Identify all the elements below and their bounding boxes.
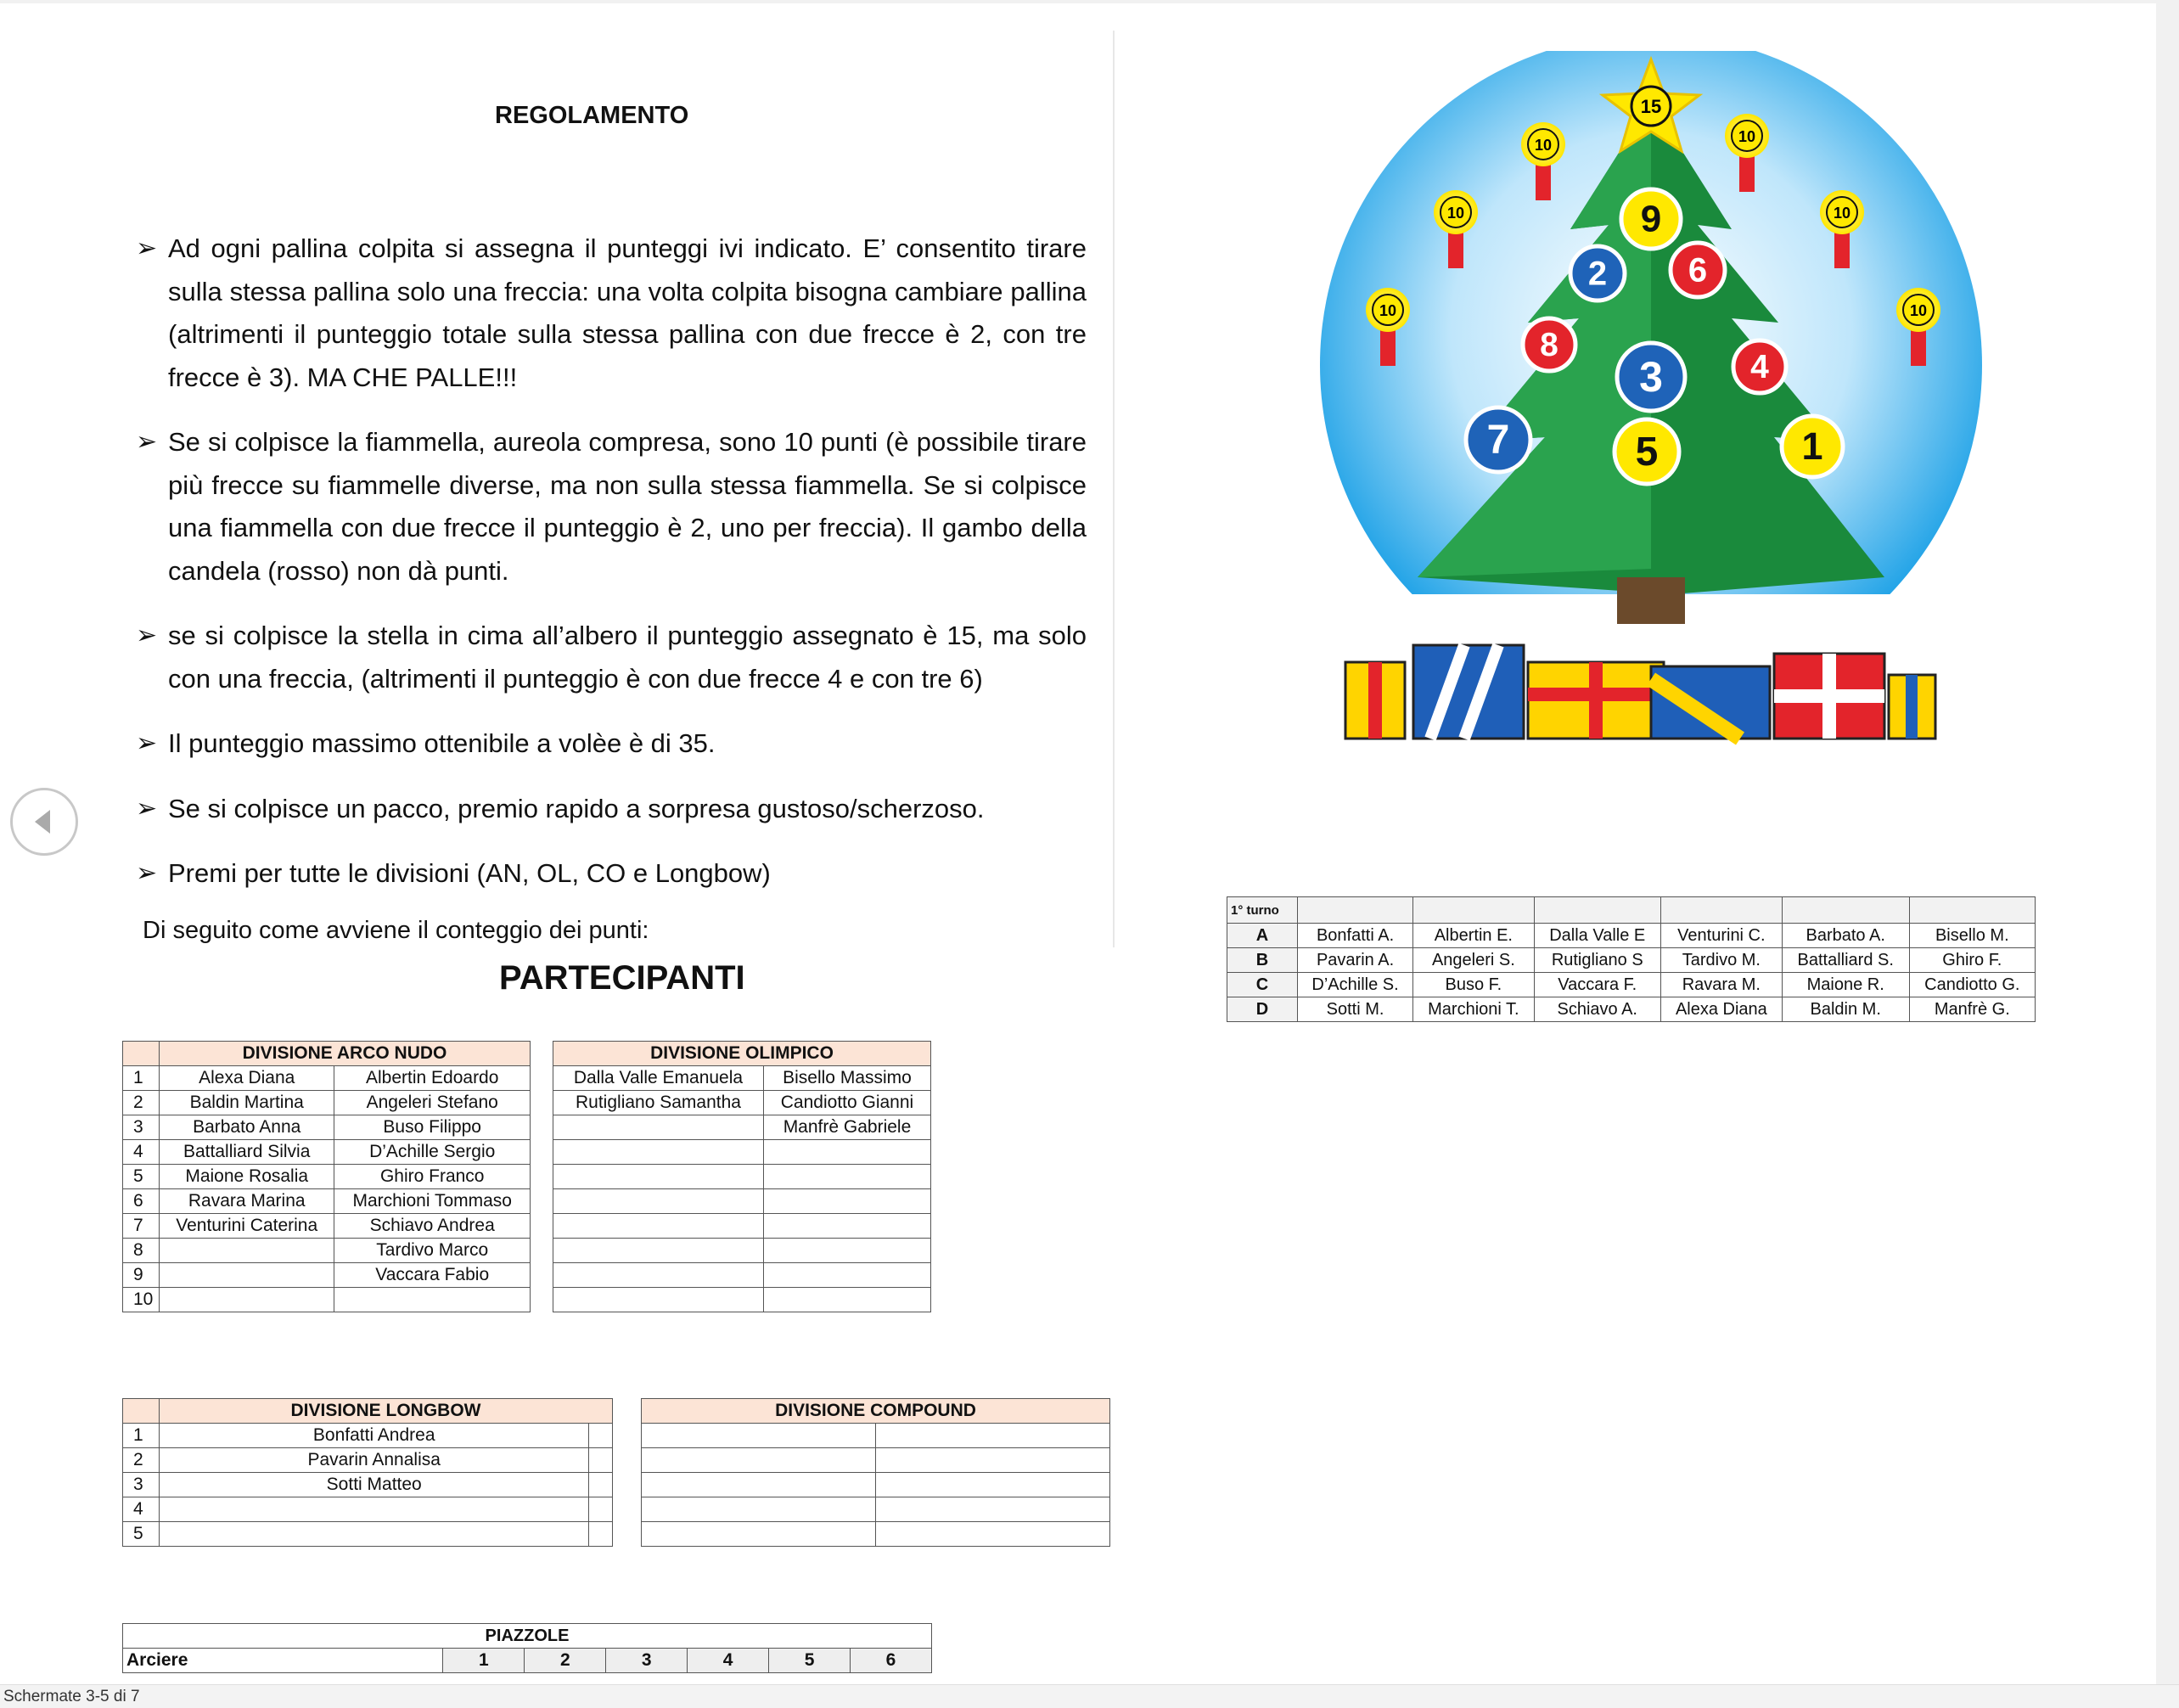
table-row [123, 1165, 531, 1189]
table-cell: Albertin Edoardo [334, 1066, 531, 1091]
ball-value: 5 [1635, 429, 1659, 475]
table-cell: Angeleri S. [1413, 948, 1534, 973]
table-row [642, 1448, 1110, 1473]
table-cell: Schiavo Andrea [334, 1214, 531, 1239]
previous-page-button[interactable] [10, 788, 78, 856]
row-number: 4 [123, 1497, 160, 1522]
ball-value: 2 [1587, 255, 1608, 293]
table-cell [875, 1473, 1109, 1497]
table-header: DIVISIONE LONGBOW [160, 1399, 613, 1424]
table-row [123, 1115, 531, 1140]
table-row [123, 1239, 531, 1263]
table-cell: Maione R. [1782, 973, 1909, 997]
table-cell [589, 1497, 613, 1522]
table-cell [875, 1522, 1109, 1547]
rule-item [136, 228, 1087, 399]
table-cell: Alexa Diana [160, 1066, 334, 1091]
table-arco-nudo [122, 1041, 531, 1312]
candle-value: 10 [1446, 205, 1465, 222]
gift-ribbon [1589, 662, 1603, 739]
candle-value: 10 [1909, 302, 1928, 319]
table-cell: D’Achille Sergio [334, 1140, 531, 1165]
gift-ribbon [1906, 675, 1918, 739]
regolamento-title: REGOLAMENTO [495, 102, 689, 129]
table-row [553, 1288, 931, 1312]
table-cell [160, 1239, 334, 1263]
ball-value: 6 [1688, 251, 1708, 289]
table-cell [160, 1522, 589, 1547]
table-cell [589, 1424, 613, 1448]
piazzola-number: 5 [769, 1649, 851, 1673]
table-row [123, 1288, 531, 1312]
table-cell [160, 1263, 334, 1288]
page-divider [1113, 31, 1115, 947]
table-corner [123, 1042, 160, 1066]
table-cell: Pavarin Annalisa [160, 1448, 589, 1473]
rule-item [136, 615, 1087, 700]
piazzola-number: 4 [688, 1649, 769, 1673]
table-cell: Barbato Anna [160, 1115, 334, 1140]
arrow-bullet-icon: ➢ [136, 428, 158, 456]
table-row [553, 1263, 931, 1288]
row-number: 1 [123, 1424, 160, 1448]
row-number: 6 [123, 1189, 160, 1214]
table-cell [642, 1473, 876, 1497]
table-cell: Bisello M. [1909, 924, 2035, 948]
table-cell [553, 1165, 764, 1189]
turno-row-label: B [1227, 948, 1298, 973]
table-row [123, 1214, 531, 1239]
table-row [642, 1473, 1110, 1497]
table-cell: Battalliard S. [1782, 948, 1909, 973]
table-row [123, 1448, 613, 1473]
row-number: 9 [123, 1263, 160, 1288]
table-row [123, 1189, 531, 1214]
table-cell: Tardivo Marco [334, 1239, 531, 1263]
rules-list [136, 228, 1087, 918]
rule-item [136, 421, 1087, 593]
table-cell: Ghiro Franco [334, 1165, 531, 1189]
table-cell: Marchioni Tommaso [334, 1189, 531, 1214]
table-cell [553, 1189, 764, 1214]
rule-item [136, 722, 1087, 766]
rule-text: se si colpisce la stella in cima all’albero il punteggio assegnato è 15, ma solo con una freccia, (altrimenti il punteggio è con due frecce 4 e con tre 6) [168, 621, 1087, 694]
table-cell [642, 1497, 876, 1522]
table-header: DIVISIONE OLIMPICO [553, 1042, 931, 1066]
table-cell [553, 1239, 764, 1263]
ball-value: 7 [1486, 417, 1510, 463]
table-cell: Manfrè Gabriele [763, 1115, 930, 1140]
turno-column-header [1909, 897, 2035, 924]
rule-item [136, 852, 1087, 896]
table-cell: Vaccara F. [1534, 973, 1660, 997]
candle-value: 10 [1833, 205, 1851, 222]
table-cell: Venturini Caterina [160, 1214, 334, 1239]
turno-column-header [1660, 897, 1782, 924]
table-row [642, 1497, 1110, 1522]
table-cell [763, 1214, 930, 1239]
table-row [553, 1189, 931, 1214]
table-row [123, 1497, 613, 1522]
table-cell: Albertin E. [1413, 924, 1534, 948]
arrow-bullet-icon: ➢ [136, 859, 158, 887]
table-cell: Dalla Valle Emanuela [553, 1066, 764, 1091]
table-header: DIVISIONE ARCO NUDO [160, 1042, 531, 1066]
turno-row-label: D [1227, 997, 1298, 1022]
table-header: PIAZZOLE [123, 1624, 932, 1649]
table-cell: Tardivo M. [1660, 948, 1782, 973]
table-cell [763, 1140, 930, 1165]
row-number: 7 [123, 1214, 160, 1239]
table-cell [160, 1288, 334, 1312]
gift-ribbon [1368, 662, 1382, 739]
table-cell: Buso F. [1413, 973, 1534, 997]
table-cell: Barbato A. [1782, 924, 1909, 948]
ball-value: 3 [1639, 352, 1663, 401]
arrow-bullet-icon: ➢ [136, 729, 158, 757]
turno-row-label: C [1227, 973, 1298, 997]
ball-value: 4 [1750, 349, 1769, 386]
row-number: 1 [123, 1066, 160, 1091]
table-cell: Baldin Martina [160, 1091, 334, 1115]
table-cell: Rutigliano Samantha [553, 1091, 764, 1115]
rule-text: Se si colpisce un pacco, premio rapido a sorpresa gustoso/scherzoso. [168, 793, 985, 823]
table-row [553, 1140, 931, 1165]
row-number: 2 [123, 1448, 160, 1473]
table-cell [642, 1448, 876, 1473]
table-cell: Dalla Valle E [1534, 924, 1660, 948]
table-cell [763, 1263, 930, 1288]
table-cell [589, 1448, 613, 1473]
candle-value: 10 [1534, 137, 1553, 154]
rule-text: Se si colpisce la fiammella, aureola compresa, sono 10 punti (è possibile tirare più frecce su fiammelle diverse, ma non sulla stessa fiammella. Se si colpisce una fiammella con due frecce il punteggio è 2, uno per freccia). Il gambo della candela (rosso) non dà punti. [168, 427, 1087, 586]
table-cell [553, 1263, 764, 1288]
table-longbow [122, 1398, 613, 1547]
row-number: 3 [123, 1473, 160, 1497]
table-cell: Angeleri Stefano [334, 1091, 531, 1115]
table-cell: Bonfatti A. [1298, 924, 1413, 948]
rule-item [136, 788, 1087, 831]
status-bar [0, 1684, 2179, 1708]
table-compound [641, 1398, 1110, 1547]
counting-intro: Di seguito come avviene il conteggio dei punti: [143, 917, 649, 944]
table-row [1227, 997, 2036, 1022]
table-cell: Ravara Marina [160, 1189, 334, 1214]
table-row [123, 1424, 613, 1448]
christmas-tree-target [1316, 51, 1986, 747]
table-cell: Vaccara Fabio [334, 1263, 531, 1288]
ball-value: 8 [1540, 327, 1558, 364]
table-piazzole [122, 1623, 932, 1673]
table-olimpico [553, 1041, 931, 1312]
table-cell: Candiotto G. [1909, 973, 2035, 997]
table-cell: Marchioni T. [1413, 997, 1534, 1022]
table-cell: Bonfatti Andrea [160, 1424, 589, 1448]
star-value: 15 [1640, 96, 1662, 117]
table-header: DIVISIONE COMPOUND [642, 1399, 1110, 1424]
arrow-bullet-icon: ➢ [136, 794, 158, 823]
table-cell [763, 1165, 930, 1189]
table-cell [589, 1522, 613, 1547]
arrow-bullet-icon: ➢ [136, 234, 158, 262]
piazzola-number: 6 [851, 1649, 932, 1673]
table-cell: Manfrè G. [1909, 997, 2035, 1022]
table-cell [160, 1497, 589, 1522]
table-cell [763, 1189, 930, 1214]
piazzola-number: 3 [606, 1649, 688, 1673]
row-number: 8 [123, 1239, 160, 1263]
table-row [123, 1473, 613, 1497]
table-row [553, 1115, 931, 1140]
table-row [1227, 924, 2036, 948]
table-cell [589, 1473, 613, 1497]
piazzola-number: 1 [443, 1649, 525, 1673]
table-cell: Ravara M. [1660, 973, 1782, 997]
table-cell [553, 1140, 764, 1165]
candle-value: 10 [1738, 128, 1756, 145]
row-number: 3 [123, 1115, 160, 1140]
tree-trunk [1617, 577, 1685, 624]
table-cell: Alexa Diana [1660, 997, 1782, 1022]
turno-column-header [1782, 897, 1909, 924]
table-row [123, 1091, 531, 1115]
table-cell [642, 1424, 876, 1448]
table-cell: Candiotto Gianni [763, 1091, 930, 1115]
table-cell: Rutigliano S [1534, 948, 1660, 973]
table-row [123, 1522, 613, 1547]
rule-text: Ad ogni pallina colpita si assegna il punteggi ivi indicato. E’ consentito tirare sulla stessa pallina solo una freccia: una volta colpita bisogna cambiare pallina (altrimenti il punteggio totale sulla stessa pallina con due frecce è 2, con tre frecce è 3). MA CHE PALLE!!! [168, 233, 1087, 392]
table-cell [553, 1115, 764, 1140]
turno-column-header [1534, 897, 1660, 924]
table-cell: Ghiro F. [1909, 948, 2035, 973]
ball-value: 9 [1640, 198, 1662, 240]
table-cell [553, 1214, 764, 1239]
rule-text: Premi per tutte le divisioni (AN, OL, CO e Longbow) [168, 858, 771, 888]
partecipanti-title: PARTECIPANTI [499, 959, 745, 997]
christmas-tree-image [1316, 51, 1986, 747]
table-row [1227, 948, 2036, 973]
table-row [553, 1091, 931, 1115]
table-cell: Battalliard Silvia [160, 1140, 334, 1165]
candle-value: 10 [1379, 302, 1397, 319]
table-cell: Maione Rosalia [160, 1165, 334, 1189]
table-cell [875, 1448, 1109, 1473]
table-cell: Schiavo A. [1534, 997, 1660, 1022]
table-cell: Pavarin A. [1298, 948, 1413, 973]
ball-value: 1 [1801, 424, 1823, 469]
table-cell: Sotti M. [1298, 997, 1413, 1022]
table-cell: Buso Filippo [334, 1115, 531, 1140]
table-row [1227, 973, 2036, 997]
table-cell: Sotti Matteo [160, 1473, 589, 1497]
table-row [553, 1239, 931, 1263]
table-cell [763, 1288, 930, 1312]
row-number: 10 [123, 1288, 160, 1312]
table-cell [875, 1424, 1109, 1448]
row-number: 4 [123, 1140, 160, 1165]
row-number: 5 [123, 1165, 160, 1189]
arrow-bullet-icon: ➢ [136, 621, 158, 649]
row-number: 2 [123, 1091, 160, 1115]
table-row [642, 1424, 1110, 1448]
table-corner [123, 1399, 160, 1424]
turno-row-label: A [1227, 924, 1298, 948]
table-turno [1227, 896, 2036, 1022]
gift-ribbon [1774, 689, 1884, 703]
table-row [642, 1522, 1110, 1547]
turno-header: 1° turno [1227, 897, 1298, 924]
table-cell [334, 1288, 531, 1312]
table-cell [642, 1522, 876, 1547]
table-cell: D’Achille S. [1298, 973, 1413, 997]
table-cell: Bisello Massimo [763, 1066, 930, 1091]
turno-column-header [1413, 897, 1534, 924]
rule-text: Il punteggio massimo ottenibile a volèe è di 35. [168, 728, 716, 758]
table-cell [763, 1239, 930, 1263]
table-cell [553, 1288, 764, 1312]
table-row [123, 1066, 531, 1091]
turno-column-header [1298, 897, 1413, 924]
table-row [553, 1165, 931, 1189]
table-cell [875, 1497, 1109, 1522]
arciere-label: Arciere [123, 1649, 443, 1673]
page-count-status: Schermate 3-5 di 7 [3, 1688, 140, 1705]
table-cell: Venturini C. [1660, 924, 1782, 948]
table-row [123, 1140, 531, 1165]
table-row [553, 1066, 931, 1091]
piazzola-number: 2 [525, 1649, 606, 1673]
row-number: 5 [123, 1522, 160, 1547]
table-row [553, 1214, 931, 1239]
table-cell: Baldin M. [1782, 997, 1909, 1022]
table-row [123, 1263, 531, 1288]
